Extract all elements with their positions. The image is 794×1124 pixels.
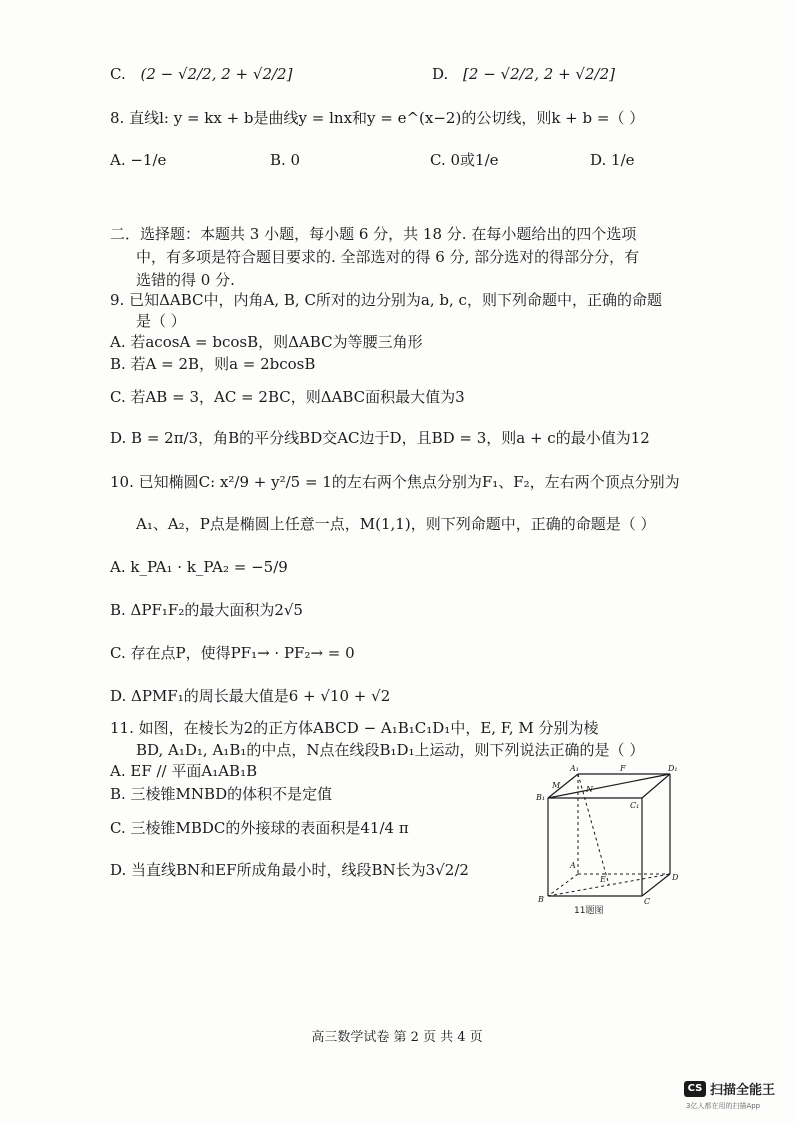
q11-stem-line2: BD, A₁D₁, A₁B₁的中点，N点在线段B₁D₁上运动，则下列说法正确的是（ ） [136,741,645,759]
section2-line3: 选错的得 0 分. [136,271,235,289]
q11-option-c: C. 三棱锥MBDC的外接球的表面积是41/4 π [110,819,409,837]
section2-line1: 二．选择题：本题共 3 小题，每小题 6 分，共 18 分. 在每小题给出的四个选项 [110,225,637,243]
q8-option-b: B. 0 [270,151,301,169]
figure-caption: 11题图 [574,906,604,916]
section2-line2: 中，有多项是符合题目要求的. 全部选对的得 6 分, 部分选对的得部分分，有 [136,248,640,266]
q9-option-c: C. 若AB = 3，AC = 2BC，则ΔABC面积最大值为3 [110,388,465,406]
q10-option-d: D. ΔPMF₁的周长最大值是6 + √10 + √2 [110,687,391,705]
label-a: A [570,861,576,870]
camscanner-name: 扫描全能王 [710,1083,776,1098]
q10-option-a: A. k_PA₁ · k_PA₂ = −5/9 [110,558,288,576]
q9-stem-line2: 是（ ） [136,312,186,330]
q8-option-d: D. 1/e [590,151,635,169]
label-c: C [644,897,651,904]
q11-stem-line1: 11. 如图，在棱长为2的正方体ABCD − A₁B₁C₁D₁中，E, F, M 分别为棱 [110,719,599,737]
hidden-diagonal-bd [548,874,670,896]
q7-option-c [110,64,292,84]
camscanner-tagline: 3亿人都在用的扫描App [686,1102,761,1110]
page-footer: 高三数学试卷 第 2 页 共 4 页 [311,1030,483,1045]
q9-option-d: D. B = 2π/3，角B的平分线BD交AC边于D，且BD = 3，则a + c的最小值为12 [110,429,650,447]
label-e: E [600,875,606,884]
q10-option-c: C. 存在点P，使得PF₁→ · PF₂→ = 0 [110,644,355,662]
q11-option-d: D. 当直线BN和EF所成角最小时，线段BN长为3√2/2 [110,861,469,879]
label-c1: C₁ [630,801,640,810]
edge-d1c1 [642,774,670,798]
q7-d-text: [2 − √2/2, 2 + √2/2] [463,65,615,83]
q7-option-d [432,64,615,84]
label-d1: D₁ [668,764,678,773]
camscanner-logo-icon: CS [684,1081,706,1097]
q11-option-b: B. 三棱锥MNBD的体积不是定值 [110,785,333,803]
q9-option-a: A. 若acosA = bcosB，则ΔABC为等腰三角形 [110,333,423,351]
q8-option-c: C. 0或1/e [430,151,499,169]
label-b: B [538,895,544,904]
q10-stem-line1: 10. 已知椭圆C: x²/9 + y²/5 = 1的左右两个焦点分别为F₁、F₂，左右两个顶点分别为 [110,473,680,491]
q7-d-label: D. [432,65,449,83]
q9-stem-line1: 9. 已知ΔABC中，内角A, B, C所对的边分别为a, b, c，则下列命题中，正确的命题 [110,291,662,309]
label-n: N [586,785,593,794]
label-m: M [552,781,561,790]
edge-dc [642,874,670,896]
q7-c-text: (2 − √2/2, 2 + √2/2] [140,65,293,83]
label-b1: B₁ [536,793,546,802]
segment-b1d1 [548,774,670,798]
q9-option-b: B. 若A = 2B，则a = 2bcosB [110,355,316,373]
cube-figure [534,764,694,904]
label-f: F [620,764,626,773]
q8-option-a: A. −1/e [110,151,167,169]
label-a1: A₁ [570,764,579,773]
label-d: D [672,873,679,882]
q11-option-a: A. EF // 平面A₁AB₁B [110,762,258,780]
hidden-edge-ab [548,874,578,896]
q10-option-b: B. ΔPF₁F₂的最大面积为2√5 [110,601,303,619]
q7-c-label: C. [110,65,126,83]
q8-stem: 8. 直线l: y = kx + b是曲线y = lnx和y = e^(x−2)的公切线，则k + b =（ ） [110,109,645,127]
q10-stem-line2: A₁、A₂，P点是椭圆上任意一点，M(1,1)，则下列命题中，正确的命题是（ ） [136,515,656,533]
